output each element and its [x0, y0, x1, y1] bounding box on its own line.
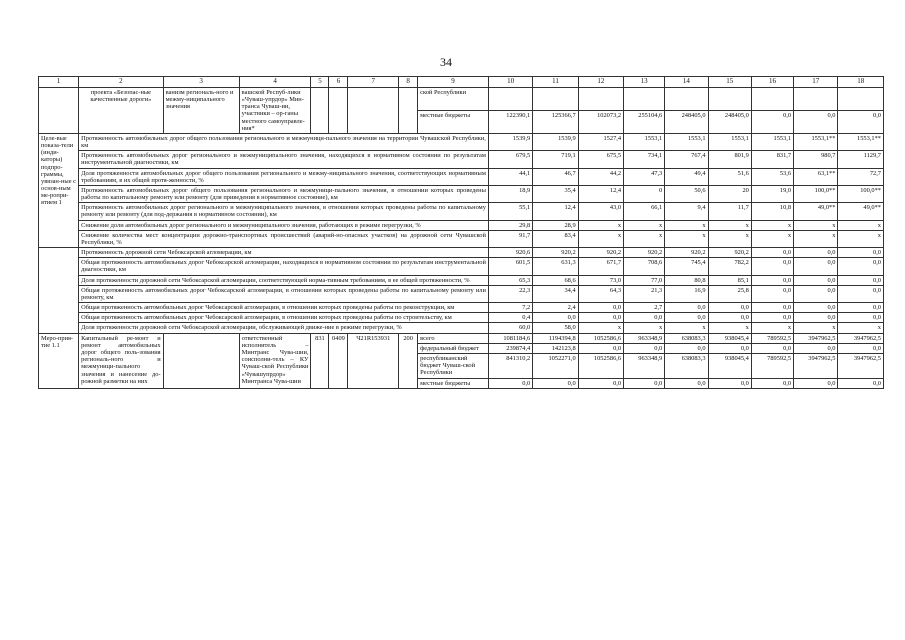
- value-cell: x: [708, 323, 751, 333]
- value-cell: 963348,9: [624, 353, 665, 378]
- indicator-row: [39, 168, 884, 185]
- value-cell: 920,6: [488, 248, 532, 258]
- value-cell: 920,2: [578, 248, 623, 258]
- value-cell: [751, 87, 793, 110]
- value-cell: 25,8: [708, 285, 751, 302]
- value-cell: 841310,2: [488, 353, 532, 378]
- value-cell: 708,6: [624, 258, 665, 275]
- value-cell: 734,1: [624, 151, 665, 168]
- executor-cell: вашской Респуб-лики «Чуваш-упрдор» Мин-транса Чуваш-ии, участники – ор-ганы местного самоуправле-ния*: [239, 87, 311, 133]
- value-cell: 0,0: [794, 258, 838, 275]
- program-table: [38, 76, 884, 389]
- value-cell: 920,2: [665, 248, 708, 258]
- expense-type-code: 200: [399, 333, 418, 388]
- indicator-row: [39, 151, 884, 168]
- value-cell: 0,0: [794, 313, 838, 323]
- value-cell: 0,0: [624, 343, 665, 353]
- value-cell: x: [578, 220, 623, 230]
- value-cell: 0,0: [708, 378, 751, 388]
- page-number: 34: [440, 55, 452, 69]
- indicator-text: Снижение доли автомобильных дорог регионального и межмуниципального значения, работающих в режиме перегрузки, %: [79, 220, 489, 230]
- value-cell: 83,4: [533, 230, 578, 247]
- value-cell: x: [624, 220, 665, 230]
- value-cell: 789592,5: [751, 353, 793, 378]
- empty-cell: [39, 248, 79, 334]
- column-header: 8: [399, 77, 418, 88]
- value-cell: 0,0: [794, 303, 838, 313]
- value-cell: 12,4: [533, 203, 578, 220]
- value-cell: 1553,1: [751, 133, 793, 150]
- value-cell: 745,4: [665, 258, 708, 275]
- indicator-text: Протяженность автомобильных дорог регионального и межмуниципального значения, находящихся в нормативном состоянии по результатам инструментальной диагностики, км: [79, 151, 489, 168]
- value-cell: 920,2: [708, 248, 751, 258]
- value-cell: 29,8: [488, 220, 532, 230]
- value-cell: x: [751, 220, 793, 230]
- column-header: 9: [418, 77, 489, 88]
- header-row: [39, 77, 884, 88]
- column-header: 17: [794, 77, 838, 88]
- value-cell: x: [838, 220, 884, 230]
- value-cell: 963348,9: [624, 333, 665, 343]
- value-cell: 638083,3: [665, 333, 708, 343]
- indicator-text: Протяженность автомобильных дорог регионального и межмуниципального значения, в отношении которых проведены работы по капитальному ремонту или ремонту (для под-держания в нормативном состоянии), км: [79, 203, 489, 220]
- value-cell: x: [794, 323, 838, 333]
- measure-description: Капитальный ре-монт и ремонт автомобильных дорог общего поль-зования региональ-ного и межмуници-пального значения и нанесение до-рожной разметки на них: [79, 333, 164, 388]
- value-cell: 1553,1**: [838, 133, 884, 150]
- value-cell: 1194394,8: [533, 333, 578, 343]
- value-cell: 1052586,6: [578, 353, 623, 378]
- value-cell: x: [751, 323, 793, 333]
- value-cell: 1539,9: [488, 133, 532, 150]
- value-cell: 0,0: [708, 313, 751, 323]
- indicator-text: Доля протяженности дорожной сети Чебоксарской агломерации, обслуживающей движе-ние в режиме перегрузки, %: [79, 323, 489, 333]
- indicator-row: [39, 248, 884, 258]
- value-cell: x: [794, 220, 838, 230]
- value-cell: 0,0: [838, 303, 884, 313]
- value-cell: 980,7: [794, 151, 838, 168]
- value-cell: x: [838, 323, 884, 333]
- value-cell: 9,4: [665, 203, 708, 220]
- value-cell: 679,5: [488, 151, 532, 168]
- value-cell: 142123,8: [533, 343, 578, 353]
- value-cell: 3947962,5: [794, 333, 838, 343]
- value-cell: 0,0: [838, 275, 884, 285]
- value-cell: 0,0: [751, 378, 793, 388]
- value-cell: x: [794, 230, 838, 247]
- value-cell: 65,3: [488, 275, 532, 285]
- value-cell: 53,6: [751, 168, 793, 185]
- measure-row: [39, 333, 884, 343]
- source-cell: всего: [418, 333, 489, 343]
- source-cell: местные бюджеты: [418, 378, 489, 388]
- column-header: 18: [838, 77, 884, 88]
- empty-cell: [163, 333, 239, 388]
- indicator-text: Протяженность автомобильных дорог общего пользования регионального и межмуници-пального значения, в отношении которых проведены работы по капитальному ремонту или ремонту (для приведения в нормативное состояние), км: [79, 185, 489, 202]
- indicator-text: Общая протяженность автомобильных дорог Чебоксарской агломерации, в отношении которых проведены работы по реконструкции, км: [79, 303, 489, 313]
- value-cell: 0,0: [578, 313, 623, 323]
- source-cell: республиканский бюджет Чуваш-ской Республики: [418, 353, 489, 378]
- value-cell: 1081184,6: [488, 333, 532, 343]
- value-cell: 1052586,6: [578, 333, 623, 343]
- value-cell: 0,0: [665, 303, 708, 313]
- value-cell: 63,1**: [794, 168, 838, 185]
- section-code: 0409: [329, 333, 348, 388]
- value-cell: [578, 87, 623, 110]
- value-cell: 938045,4: [708, 333, 751, 343]
- value-cell: x: [665, 230, 708, 247]
- value-cell: 80,8: [665, 275, 708, 285]
- value-cell: 43,0: [578, 203, 623, 220]
- value-cell: 831,7: [751, 151, 793, 168]
- value-cell: 73,0: [578, 275, 623, 285]
- value-cell: 122390,1: [488, 110, 532, 133]
- value-cell: x: [578, 323, 623, 333]
- value-cell: 938045,4: [708, 353, 751, 378]
- value-cell: 47,3: [624, 168, 665, 185]
- value-cell: 55,1: [488, 203, 532, 220]
- value-cell: 0,0: [578, 378, 623, 388]
- value-cell: 10,8: [751, 203, 793, 220]
- value-cell: 0,0: [533, 378, 578, 388]
- value-cell: 18,9: [488, 185, 532, 202]
- value-cell: 44,2: [578, 168, 623, 185]
- target-article-code: Ч21R153931: [348, 333, 399, 388]
- measure-label: Меро-прия-тие 1.1: [39, 333, 79, 388]
- indicator-row: [39, 313, 884, 323]
- column-header: 13: [624, 77, 665, 88]
- indicator-row: [39, 258, 884, 275]
- value-cell: 0,0: [751, 258, 793, 275]
- table-row: [39, 87, 884, 110]
- value-cell: 34,4: [533, 285, 578, 302]
- indicator-text: Доля протяженности дорожной сети Чебоксарской агломерации, соответствующей норма-тивным требованиям, в ее общей протяженности, %: [79, 275, 489, 285]
- value-cell: 789592,5: [751, 333, 793, 343]
- value-cell: 50,6: [665, 185, 708, 202]
- value-cell: x: [665, 220, 708, 230]
- value-cell: 0,0: [533, 313, 578, 323]
- value-cell: 2,7: [624, 303, 665, 313]
- value-cell: 49,4: [665, 168, 708, 185]
- column-header: 4: [239, 77, 311, 88]
- value-cell: 22,3: [488, 285, 532, 302]
- value-cell: 100,0**: [838, 185, 884, 202]
- source-cell: местные бюджеты: [418, 110, 489, 133]
- indicator-row: [39, 323, 884, 333]
- column-header: 5: [311, 77, 329, 88]
- value-cell: 11,7: [708, 203, 751, 220]
- value-cell: 0,0: [838, 378, 884, 388]
- value-cell: [794, 87, 838, 110]
- indicator-text: Протяженность дорожной сети Чебоксарской агломерации, км: [79, 248, 489, 258]
- column-header: 14: [665, 77, 708, 88]
- value-cell: [488, 87, 532, 110]
- value-cell: 0,0: [838, 110, 884, 133]
- indicator-row: [39, 303, 884, 313]
- indicator-row: [39, 285, 884, 302]
- value-cell: x: [665, 323, 708, 333]
- value-cell: 0,0: [838, 248, 884, 258]
- column-header: 3: [163, 77, 239, 88]
- value-cell: 671,7: [578, 258, 623, 275]
- value-cell: 767,4: [665, 151, 708, 168]
- value-cell: 21,3: [624, 285, 665, 302]
- value-cell: 0: [624, 185, 665, 202]
- value-cell: 0,0: [624, 378, 665, 388]
- value-cell: 2,4: [533, 303, 578, 313]
- value-cell: 920,2: [533, 248, 578, 258]
- value-cell: 255104,6: [624, 110, 665, 133]
- value-cell: 91,7: [488, 230, 532, 247]
- column-header: 2: [79, 77, 164, 88]
- value-cell: 49,0**: [838, 203, 884, 220]
- value-cell: 85,1: [708, 275, 751, 285]
- value-cell: 0,0: [794, 378, 838, 388]
- column-header: 16: [751, 77, 793, 88]
- value-cell: 20: [708, 185, 751, 202]
- indicator-text: Протяженность автомобильных дорог общего пользования регионального и межмуници-пального значения на территории Чувашской Республики, км: [79, 133, 489, 150]
- value-cell: 1553,1: [708, 133, 751, 150]
- value-cell: 3947962,5: [838, 333, 884, 343]
- source-cell: федеральный бюджет: [418, 343, 489, 353]
- value-cell: 35,4: [533, 185, 578, 202]
- value-cell: 0,0: [794, 275, 838, 285]
- value-cell: x: [838, 230, 884, 247]
- executor-cell: ответственный исполнитель – Минтранс Чува-шии, соисполни-тель – КУ Чуваш-ской Республики «Чувашупрдор» Минтранса Чува-шии: [239, 333, 311, 388]
- value-cell: 125366,7: [533, 110, 578, 133]
- value-cell: 0,0: [665, 343, 708, 353]
- value-cell: 638083,3: [665, 353, 708, 378]
- value-cell: 0,0: [665, 378, 708, 388]
- indicator-row: [39, 203, 884, 220]
- value-cell: 44,1: [488, 168, 532, 185]
- indicator-text: Общая протяженность автомобильных дорог Чебоксарской агломерации, в отношении которых проведены работы по строительству, км: [79, 313, 489, 323]
- value-cell: x: [708, 220, 751, 230]
- source-cell: ской Республики: [418, 87, 489, 110]
- value-cell: 77,0: [624, 275, 665, 285]
- value-cell: 1553,1: [665, 133, 708, 150]
- value-cell: 0,0: [751, 343, 793, 353]
- value-cell: [665, 87, 708, 110]
- value-cell: 60,0: [488, 323, 532, 333]
- value-cell: 0,0: [665, 313, 708, 323]
- empty-cell: [39, 87, 79, 133]
- value-cell: 0,0: [794, 285, 838, 302]
- value-cell: 46,7: [533, 168, 578, 185]
- column-header: 12: [578, 77, 623, 88]
- value-cell: 0,0: [838, 313, 884, 323]
- value-cell: 3947962,5: [838, 353, 884, 378]
- value-cell: 782,2: [708, 258, 751, 275]
- code-cell: [399, 87, 418, 133]
- value-cell: 1527,4: [578, 133, 623, 150]
- value-cell: 0,0: [794, 248, 838, 258]
- indicator-row: [39, 185, 884, 202]
- value-cell: 248405,0: [708, 110, 751, 133]
- code-cell: [348, 87, 399, 133]
- value-cell: 19,0: [751, 185, 793, 202]
- mechanism-cell: ванизм региональ-ного и межму-ниципального значения: [163, 87, 239, 133]
- value-cell: [838, 87, 884, 110]
- value-cell: 0,0: [794, 343, 838, 353]
- value-cell: 3947962,5: [794, 353, 838, 378]
- column-header: 1: [39, 77, 79, 88]
- value-cell: 0,0: [838, 343, 884, 353]
- value-cell: 1129,7: [838, 151, 884, 168]
- value-cell: 0,0: [751, 110, 793, 133]
- value-cell: 28,9: [533, 220, 578, 230]
- value-cell: 72,7: [838, 168, 884, 185]
- indicator-text: Общая протяженность автомобильных дорог Чебоксарской агломерации, находящихся в нормативном состоянии по результатам инструментальной диагностики, км: [79, 258, 489, 275]
- value-cell: 248405,0: [665, 110, 708, 133]
- value-cell: 631,3: [533, 258, 578, 275]
- value-cell: 0,0: [751, 285, 793, 302]
- value-cell: 58,0: [533, 323, 578, 333]
- value-cell: 0,0: [751, 248, 793, 258]
- value-cell: [624, 87, 665, 110]
- value-cell: 0,0: [578, 303, 623, 313]
- value-cell: 100,0**: [794, 185, 838, 202]
- value-cell: 0,0: [838, 258, 884, 275]
- value-cell: 0,0: [751, 303, 793, 313]
- value-cell: 0,0: [751, 313, 793, 323]
- indicator-text: Общая протяженность автомобильных дорог Чебоксарской агломерации, в отношении которых проведены работы по капитальному ремонту или ремонту, км: [79, 285, 489, 302]
- value-cell: 0,0: [838, 285, 884, 302]
- code-cell: [329, 87, 348, 133]
- column-header: 10: [488, 77, 532, 88]
- value-cell: 0,0: [794, 110, 838, 133]
- code-cell: [311, 87, 329, 133]
- value-cell: 801,9: [708, 151, 751, 168]
- indicator-row: [39, 133, 884, 150]
- value-cell: 49,0**: [794, 203, 838, 220]
- value-cell: 1539,9: [533, 133, 578, 150]
- column-header: 11: [533, 77, 578, 88]
- value-cell: x: [708, 230, 751, 247]
- column-header: 15: [708, 77, 751, 88]
- column-header: 6: [329, 77, 348, 88]
- value-cell: 16,9: [665, 285, 708, 302]
- value-cell: 675,5: [578, 151, 623, 168]
- project-cell: проекта «Безопас-ные качественные дороги»: [79, 87, 164, 133]
- value-cell: 0,4: [488, 313, 532, 323]
- grbs-code: 831: [311, 333, 329, 388]
- value-cell: 0,0: [751, 275, 793, 285]
- value-cell: x: [624, 230, 665, 247]
- value-cell: 601,5: [488, 258, 532, 275]
- value-cell: 51,6: [708, 168, 751, 185]
- value-cell: 7,2: [488, 303, 532, 313]
- value-cell: x: [578, 230, 623, 247]
- value-cell: x: [751, 230, 793, 247]
- value-cell: 920,2: [624, 248, 665, 258]
- value-cell: 0,0: [708, 303, 751, 313]
- targets-label: Целе-вые показа-тели (инди-каторы) подпро-граммы, увязан-ные с основ-ным ме-ропри-ятием 1: [39, 133, 79, 247]
- value-cell: 0,0: [624, 313, 665, 323]
- value-cell: 0,0: [708, 343, 751, 353]
- indicator-row: [39, 275, 884, 285]
- value-cell: 0,0: [488, 378, 532, 388]
- value-cell: 1553,1**: [794, 133, 838, 150]
- value-cell: 1052271,0: [533, 353, 578, 378]
- indicator-text: Доля протяженности автомобильных дорог общего пользования регионального и межму-ниципального значения, соответствующих нормативным требованиям, в их общей протя-женности, %: [79, 168, 489, 185]
- value-cell: 719,1: [533, 151, 578, 168]
- value-cell: [533, 87, 578, 110]
- value-cell: 102073,2: [578, 110, 623, 133]
- column-header: 7: [348, 77, 399, 88]
- value-cell: 12,4: [578, 185, 623, 202]
- value-cell: 239874,4: [488, 343, 532, 353]
- value-cell: [708, 87, 751, 110]
- value-cell: 0,0: [578, 343, 623, 353]
- value-cell: 66,1: [624, 203, 665, 220]
- value-cell: 1553,1: [624, 133, 665, 150]
- value-cell: x: [624, 323, 665, 333]
- value-cell: 68,6: [533, 275, 578, 285]
- indicator-text: Снижение количества мест концентрации дорожно-транспортных происшествий (аварий-но-опасных участков) на дорожной сети Чувашской Республики, %: [79, 230, 489, 247]
- value-cell: 64,3: [578, 285, 623, 302]
- indicator-row: [39, 230, 884, 247]
- indicator-row: [39, 220, 884, 230]
